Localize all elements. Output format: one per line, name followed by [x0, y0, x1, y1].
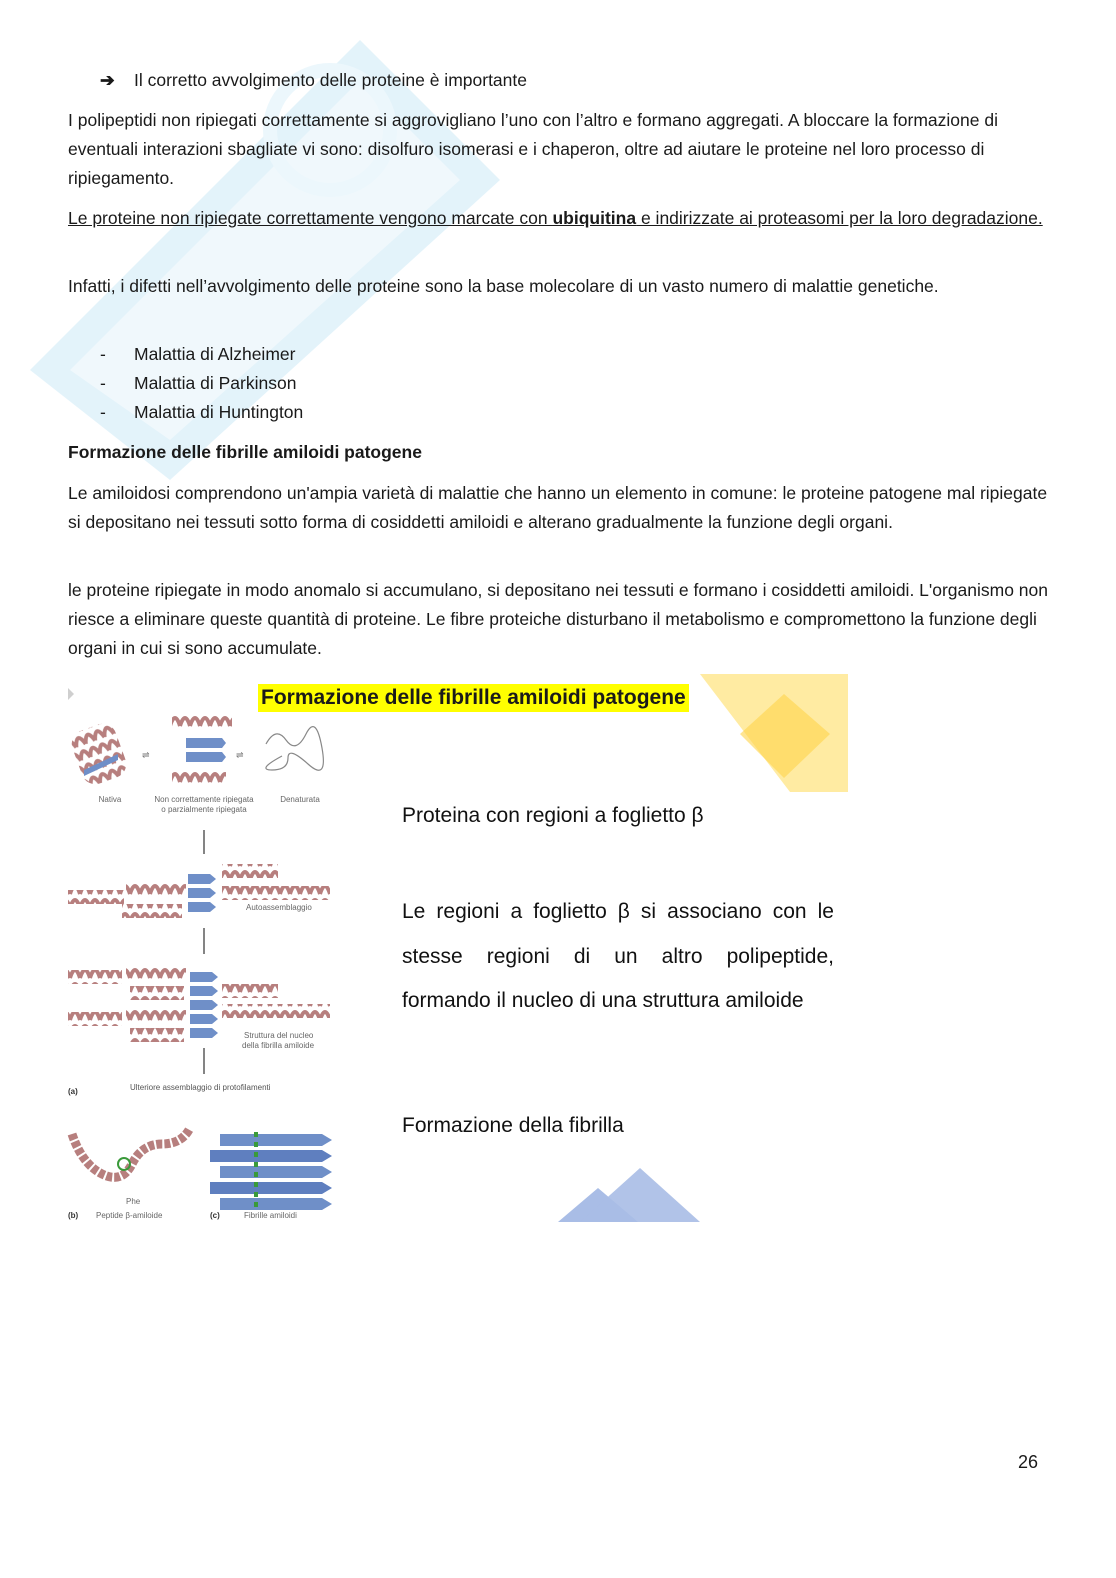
list-item: - Malattia di Parkinson	[100, 373, 297, 393]
amyloid-figure	[60, 714, 350, 1226]
label-a: (a)	[68, 1087, 78, 1096]
page-number: 26	[1018, 1452, 1039, 1472]
misfolded-protein	[172, 714, 232, 786]
slide-text-association: Le regioni a foglietto β si associano con le stesse regioni di un altro polipeptide, formando il nucleo di una struttura amiloide	[402, 900, 834, 1012]
disease-list	[100, 340, 303, 427]
label-autoassemblaggio: Autoassemblaggio	[246, 903, 312, 912]
native-protein	[68, 720, 130, 788]
arrow-bullet	[100, 66, 527, 95]
label-phe: Phe	[126, 1197, 141, 1206]
denatured-protein	[266, 727, 323, 771]
label-b: (b)	[68, 1211, 79, 1220]
embedded-slide	[60, 674, 850, 1226]
svg-text:⇌: ⇌	[142, 750, 150, 760]
beta-amyloid-peptide	[72, 1128, 190, 1177]
arrow-right-icon: ➔	[100, 70, 115, 90]
svg-text:⇌: ⇌	[236, 750, 244, 760]
amyloid-fibrils	[210, 1132, 332, 1212]
paragraph-polipeptidi: I polipeptidi non ripiegati correttamente si aggrovigliano l’uno con l’altro e formano aggregati. A bloccare la formazione di eventuali interazioni sbagliate vi sono: disolfuro isomerasi e i chaperon, oltre ad aiutare le proteine nel loro processo di ripiegamento.	[68, 110, 998, 188]
paragraph-amiloidosi: Le amiloidosi comprendono un'ampia varietà di malattie che hanno un elemento in comune: le proteine patogene mal ripiegate si depositano nei tessuti sotto forma di cosiddetti amiloidi e alterano gradualmente la funzione degli organi.	[68, 483, 1048, 532]
label-nucleo-2: della fibrilla amiloide	[242, 1041, 315, 1050]
list-item: - Malattia di Huntington	[100, 402, 304, 422]
label-ulteriore: Ulteriore assemblaggio di protofilamenti	[130, 1083, 271, 1092]
slide-text-fibrilla: Formazione della fibrilla	[402, 1114, 624, 1137]
label-peptide: Peptide β-amiloide	[96, 1211, 163, 1220]
label-nativa: Nativa	[98, 795, 122, 804]
label-non-corretta-2: o parzialmente ripiegata	[161, 805, 247, 814]
paragraph-ubiquitina	[68, 204, 1048, 233]
list-item: - Malattia di Alzheimer	[100, 344, 296, 364]
arrow-bullet-text: Il corretto avvolgimento delle proteine è importante	[134, 70, 527, 90]
label-nucleo-1: Struttura del nucleo	[244, 1031, 314, 1040]
label-denaturata: Denaturata	[280, 795, 320, 804]
ubiquitina-after: e indirizzate ai proteasomi per la loro degradazione.	[636, 208, 1043, 228]
paragraph-accumulo: le proteine ripiegate in modo anomalo si accumulano, si depositano nei tessuti e formano i cosiddetti amiloidi. L'organismo non riesce a eliminare queste quantità di proteine. Le fibre proteiche disturbano il metabolismo e compromettono la funzione degli organi in cui si sono accumulate.	[68, 580, 1049, 658]
label-c: (c)	[210, 1211, 220, 1220]
ubiquitina-before: Le proteine non ripiegate correttamente vengono marcate con	[68, 208, 553, 228]
label-fibrille: Fibrille amiloidi	[244, 1211, 297, 1220]
label-non-corretta-1: Non correttamente ripiegata	[154, 795, 254, 804]
paragraph-difetti: Infatti, i difetti nell’avvolgimento delle proteine sono la base molecolare di un vasto numero di malattie genetiche.	[68, 276, 939, 296]
section-heading: Formazione delle fibrille amiloidi patogene	[68, 442, 422, 462]
slide-title: Formazione delle fibrille amiloidi patogene	[258, 684, 689, 712]
ubiquitina-bold: ubiquitina	[552, 208, 637, 228]
slide-text-beta: Proteina con regioni a foglietto β	[402, 804, 704, 827]
